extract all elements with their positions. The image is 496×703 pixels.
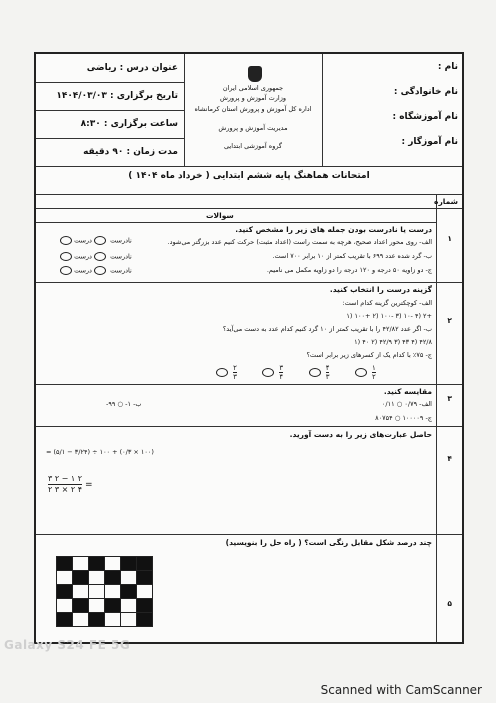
true-false-options[interactable]: نادرست درست	[60, 252, 132, 261]
question-line: ب- گرد شده عدد ۶۹۹ با تقریب کمتر از ۱۰ برابر ۷۰۰ است.	[272, 252, 432, 260]
option-circle-icon[interactable]	[262, 368, 274, 377]
question-line: ۱) ۱۰۰+ ۲) ۱۰۰- ۳) ۱۰- ۴) ۲+	[346, 312, 432, 320]
question-number: ۲	[447, 316, 452, 325]
shaded-grid-figure	[56, 556, 153, 627]
fraction-options	[216, 362, 376, 381]
question-line: ج- ۱۰۰۰۰۹ ○ ۸۰۷۵۴	[375, 414, 432, 422]
iran-emblem-icon	[248, 66, 262, 82]
fraction-expression: $\frac{۳ ۲ - ۱ ۲}{۲ ۳ \times ۲ ۴}$ =	[48, 474, 93, 494]
subject-label: عنوان درس : ریاضی	[86, 63, 178, 73]
question-number: ۱	[447, 234, 452, 243]
info-row-line	[36, 110, 184, 111]
org-line: وزارت آموزش و پرورش	[219, 94, 286, 102]
fraction: $\frac{۱}{۲}$	[371, 364, 376, 381]
question-line: = (۵/۱ − ۳/۲۴) ÷ ۱۰۰ + (۰/۳ × ۱۰۰)	[46, 448, 154, 456]
scanner-watermark: Scanned with CamScanner	[320, 683, 482, 697]
option-circle-icon[interactable]	[60, 252, 72, 261]
field-teacher-name: نام آموزگار :	[401, 137, 458, 147]
table-head-line	[36, 208, 462, 209]
question-number: ۳	[447, 394, 452, 403]
question-line: ب- ۱- ○ ۹۹-	[106, 400, 142, 408]
fraction: $\frac{۳ ۲ - ۱ ۲}{۲ ۳ \times ۲ ۴}$	[48, 474, 83, 494]
question-divider	[36, 282, 462, 283]
field-family-name: نام خانوادگی :	[393, 87, 458, 97]
question-title: حاصل عبارت‌های زیر را به دست آورید.	[289, 430, 432, 439]
question-line: ۱) ۴۰ ۲) ۴۲/۹ ۳) ۴۳ ۴) ۴۲/۸	[354, 338, 432, 346]
fraction: $\frac{۴}{۳}$	[325, 364, 330, 381]
org-line: گروه آموزشی ابتدایی	[223, 142, 283, 150]
question-line: ج- دو زاویه ۵۰ درجه و ۱۲۰ درجه را دو زاویه مکمل می نامیم.	[266, 266, 432, 274]
question-line: ب- اگر عدد ۴۲/۸۲ را با تقریب کمتر از ۱۰ گرد کنیم کدام عدد به دست می‌آید؟	[222, 325, 432, 333]
fraction: $\frac{۲}{۳}$	[233, 364, 237, 381]
option-circle-icon[interactable]	[94, 266, 106, 275]
org-line: جمهوری اسلامی ایران	[222, 84, 284, 92]
org-line: اداره کل آموزش و پرورش استان کرمانشاه	[194, 105, 312, 113]
questions-head-line	[36, 222, 436, 223]
info-row-line	[36, 82, 184, 83]
question-divider	[36, 384, 462, 385]
question-number: ۴	[447, 454, 452, 463]
exam-date: تاریخ برگزاری : ۱۴۰۴/۰۳/۰۳	[56, 91, 178, 101]
question-divider	[36, 534, 462, 535]
option-circle-icon[interactable]	[94, 236, 106, 245]
true-false-options[interactable]: نادرست درست	[60, 236, 132, 245]
question-line: الف- کوچکترین گزینه کدام است:	[342, 299, 432, 307]
question-title: مقایسه کنید.	[383, 387, 432, 396]
col-header-questions: سوالات	[206, 211, 234, 220]
col-header-number: شماره	[434, 197, 458, 206]
question-line: الف- ۰/۷۹ ○ ۰/۱۱	[381, 400, 432, 408]
field-school-name: نام آموزشگاه :	[392, 112, 458, 122]
header-col-line-left	[184, 54, 185, 166]
option-circle-icon[interactable]	[60, 266, 72, 275]
exam-start-time: ساعت برگزاری : ۸:۳۰	[80, 119, 178, 129]
question-title: چند درصد شکل مقابل رنگی است؟ ( راه حل را بنویسید)	[225, 538, 432, 547]
exam-title: امتحانات هماهنگ پایه ششم ابتدایی ( خرداد ماه ۱۴۰۴ )	[128, 171, 370, 181]
option-circle-icon[interactable]	[216, 368, 228, 377]
option-circle-icon[interactable]	[94, 252, 106, 261]
title-divider	[36, 194, 462, 195]
question-divider	[36, 426, 462, 427]
row-number-col-line	[436, 194, 437, 642]
device-watermark: Galaxy S24 FE 5G	[4, 638, 131, 652]
header-col-line-right	[322, 54, 323, 166]
option-circle-icon[interactable]	[60, 236, 72, 245]
fraction: $\frac{۳}{۴}$	[279, 364, 284, 381]
info-row-line	[36, 138, 184, 139]
option-circle-icon[interactable]	[355, 368, 367, 377]
exam-sheet	[34, 52, 464, 644]
question-line: ج- ۷۵٪ با کدام یک از کسرهای زیر برابر است؟	[306, 351, 432, 359]
org-line: مدیریت آموزش و پرورش	[218, 124, 288, 132]
true-false-options[interactable]: نادرست درست	[60, 266, 132, 275]
field-name: نام :	[437, 62, 458, 72]
question-line: الف- روی محور اعداد صحیح، هرچه به سمت راست (اعداد مثبت) حرکت کنیم عدد بزرگتر می‌شود.	[167, 238, 432, 246]
header-divider	[36, 166, 462, 167]
question-title: گزینه درست را انتخاب کنید.	[329, 285, 432, 294]
exam-duration: مدت زمان : ۹۰ دقیقه	[83, 147, 178, 157]
option-circle-icon[interactable]	[309, 368, 321, 377]
question-number: ۵	[447, 599, 452, 608]
question-title: درست یا نادرست بودن جمله های زیر را مشخص کنید.	[235, 225, 432, 234]
